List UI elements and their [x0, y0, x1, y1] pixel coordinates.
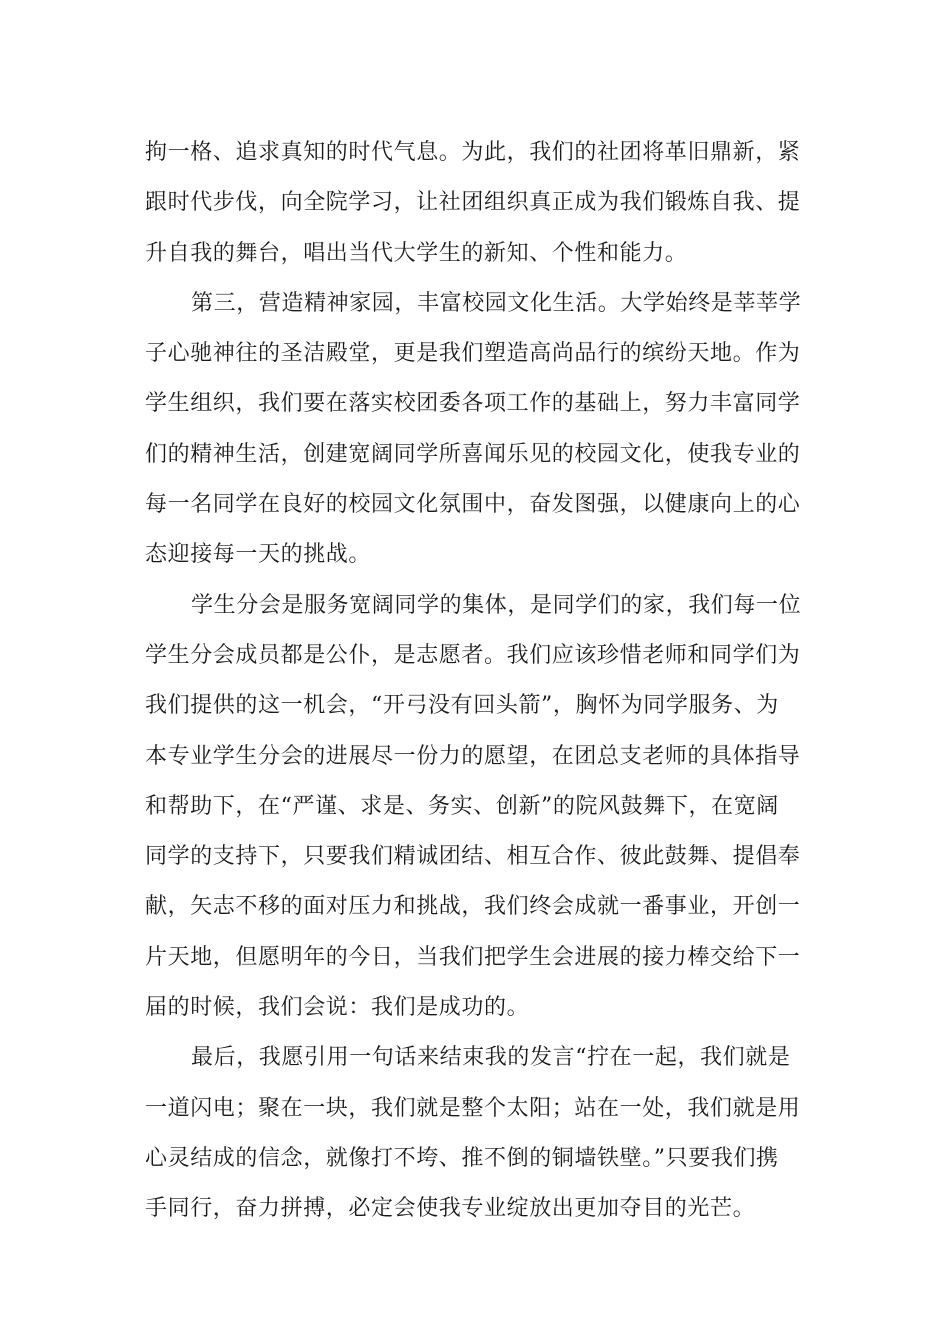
paragraph-first-line: 最后，我愿引用一句话来结束我的发言“拧在一起，我们就是 [191, 1045, 791, 1071]
text-line: 同学的支持下，只要我们精诚团结、相互合作、彼此鼓舞、提倡奉 [145, 844, 801, 870]
text-line: 跟时代步伐，向全院学习，让社团组织真正成为我们锻炼自我、提 [145, 190, 801, 216]
text-line: 本专业学生分会的进展尽一份力的愿望，在团总支老师的具体指导 [145, 743, 801, 769]
text-line: 届的时候，我们会说：我们是成功的。 [145, 995, 530, 1021]
text-line: 和帮助下，在“严谨、求是、务实、创新”的院风鼓舞下，在宽阔 [145, 793, 779, 819]
text-line: 态迎接每一天的挑战。 [145, 542, 372, 568]
text-line: 升自我的舞台，唱出当代大学生的新知、个性和能力。 [145, 240, 688, 266]
text-line: 手同行，奋力拼搏，必定会使我专业绽放出更加夺目的光芒。 [145, 1196, 756, 1222]
text-line: 献，矢志不移的面对压力和挑战，我们终会成就一番事业，开创一 [145, 894, 801, 920]
text-line: 子心驰神往的圣洁殿堂，更是我们塑造高尚品行的缤纷天地。作为 [145, 341, 801, 367]
text-line: 片天地，但愿明年的今日，当我们把学生会进展的接力棒交给下一 [145, 944, 801, 970]
text-line: 每一名同学在良好的校园文化氛围中，奋发图强，以健康向上的心 [145, 492, 801, 518]
text-line: 拘一格、追求真知的时代气息。为此，我们的社团将革旧鼎新，紧 [145, 140, 801, 165]
paragraph-first-line: 第三，营造精神家园，丰富校园文化生活。大学始终是莘莘学 [191, 290, 802, 316]
text-line: 们的精神生活，创建宽阔同学所喜闻乐见的校园文化，使我专业的 [145, 441, 801, 467]
text-line: 我们提供的这一机会，“开弓没有回头箭”，胸怀为同学服务、为 [145, 693, 779, 719]
text-line: 学生组织，我们要在落实校团委各项工作的基础上，努力丰富同学 [145, 391, 801, 417]
paragraph-first-line: 学生分会是服务宽阔同学的集体，是同学们的家，我们每一位 [191, 592, 802, 618]
text-line: 学生分会成员都是公仆，是志愿者。我们应该珍惜老师和同学们为 [145, 642, 801, 668]
text-line: 心灵结成的信念，就像打不垮、推不倒的铜墙铁壁。”只要我们携 [145, 1145, 779, 1171]
text-line: 一道闪电；聚在一块，我们就是整个太阳；站在一处，我们就是用 [145, 1095, 801, 1121]
document-body [145, 128, 825, 1235]
